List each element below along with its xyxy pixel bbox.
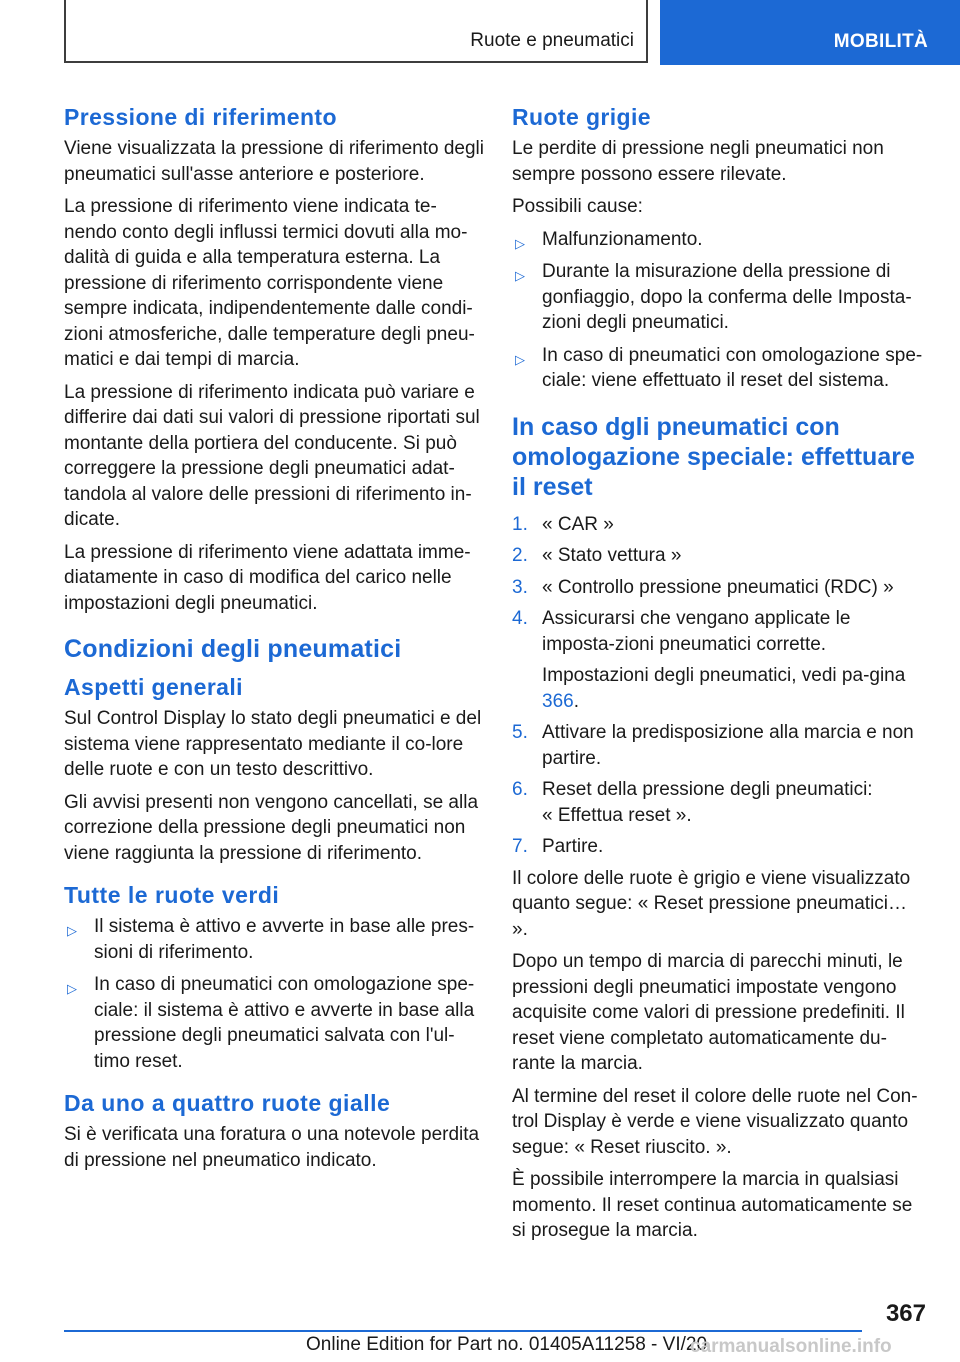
step-text: Partire. xyxy=(542,836,604,857)
step-number: 7. xyxy=(512,836,528,857)
paragraph: Sul Control Display lo stato degli pneumatici e del sistema viene rappresentato mediante il co-lore delle ruote e con un testo descrittivo. xyxy=(64,708,482,780)
step-item xyxy=(512,575,928,601)
paragraph: È possibile interrompere la marcia in qualsiasi momento. Il reset continua automaticamente se si prosegue la marcia. xyxy=(512,1169,913,1241)
header-chapter-tab xyxy=(660,0,960,65)
triangle-bullet-icon: ▷ xyxy=(515,351,525,367)
footer-rule xyxy=(64,1330,862,1332)
paragraph: La pressione di riferimento viene indicata te-nendo conto degli influssi termici dovuti alla mo-dalità di guida e alla temperatura esterna. La pressione di riferimento corrispondente viene sempre indicata, indipendentemente dalle condi-zioni atmosferiche, dalle temperature degli pneu-matici e dai tempi di marcia. xyxy=(64,196,475,370)
step-item xyxy=(512,543,928,569)
paragraph: Al termine del reset il colore delle ruote nel Con-trol Display è verde e viene visualizzato quanto segue: « Reset riuscito. ». xyxy=(512,1085,918,1158)
heading-effettuare-reset: In caso dgli pneumatici con omologazione speciale: effettuare il reset xyxy=(512,412,915,501)
paragraph: Possibili cause: xyxy=(512,196,643,217)
watermark: carmanualsonline.info xyxy=(690,1336,892,1357)
step-subtext xyxy=(542,663,928,714)
step-text: Assicurarsi che vengano applicate le imposta-zioni pneumatici corrette. xyxy=(542,608,851,655)
step-item xyxy=(512,777,928,828)
verdi-list xyxy=(64,914,484,1074)
list-item xyxy=(512,343,928,394)
list-item-text: In caso di pneumatici con omologazione spe-ciale: il sistema è attivo e avverte in base alla pressione degli pneumatici salvata con l'ul-timo reset. xyxy=(94,974,475,1072)
list-item-text: In caso di pneumatici con omologazione spe-ciale: viene effettuato il reset del sistema. xyxy=(542,344,923,391)
step-text: « Stato vettura » xyxy=(542,545,682,566)
list-item xyxy=(64,914,484,965)
heading-condizioni-pneumatici: Condizioni degli pneumatici xyxy=(64,635,402,663)
triangle-bullet-icon: ▷ xyxy=(67,923,77,938)
paragraph: La pressione di riferimento indicata può variare e differire dai dati sui valori di pressione riportati sul montante della portiera del conducente. Si può correggere la pressione degli pneumatici adat-tandola al valore delle pressioni di riferimento in-dicate. xyxy=(64,381,480,530)
step-text: Attivare la predisposizione alla marcia e non partire. xyxy=(542,722,914,769)
step-text: « Controllo pressione pneumatici (RDC) » xyxy=(542,576,894,598)
heading-pressione-riferimento: Pressione di riferimento xyxy=(64,104,337,130)
reset-steps xyxy=(512,512,928,860)
paragraph: Il colore delle ruote è grigio e viene visualizzato quanto segue: « Reset pressione pneumatici… ». xyxy=(512,867,911,940)
step-subtext: « Effettua reset ». xyxy=(542,804,692,826)
step-item xyxy=(512,606,928,714)
list-item xyxy=(64,972,484,1074)
cause-list xyxy=(512,227,928,394)
chapter-label: MOBILITÀ xyxy=(833,31,928,52)
step-text: « CAR » xyxy=(542,513,614,535)
right-column xyxy=(512,100,928,1251)
step-subtext-end: . xyxy=(573,690,579,712)
step-item xyxy=(512,720,928,771)
step-number: 4. xyxy=(512,608,528,629)
step-number: 5. xyxy=(512,722,528,743)
paragraph: Dopo un tempo di marcia di parecchi minuti, le pressioni degli pneumatici impostate vengono acquisite come valori di pressione predefiniti. Il reset viene completato automaticamente du-rante la marcia. xyxy=(512,951,905,1074)
step-text: Reset della pressione degli pneumatici: xyxy=(542,779,873,800)
list-item-text: Malfunzionamento. xyxy=(542,228,703,250)
paragraph: Le perdite di pressione negli pneumatici non sempre possono essere rilevate. xyxy=(512,138,884,185)
paragraph: Viene visualizzata la pressione di riferimento degli pneumatici sull'asse anteriore e posteriore. xyxy=(64,138,484,185)
list-item xyxy=(512,227,928,253)
step-item xyxy=(512,512,928,538)
step-number: 2. xyxy=(512,545,528,566)
step-number: 6. xyxy=(512,779,528,800)
heading-aspetti-generali: Aspetti generali xyxy=(64,674,243,700)
heading-ruote-grigie: Ruote grigie xyxy=(512,104,651,130)
edition-note: Online Edition for Part no. 01405A11258 - VI/20 xyxy=(306,1334,708,1355)
heading-ruote-gialle: Da uno a quattro ruote gialle xyxy=(64,1090,391,1116)
paragraph: La pressione di riferimento viene adattata imme-diatamente in caso di modifica del carico nelle impostazioni degli pneumatici. xyxy=(64,541,471,614)
paragraph: Si è verificata una foratura o una notevole perdita di pressione nel pneumatico indicato. xyxy=(64,1124,480,1171)
list-item-text: Durante la misurazione della pressione di gonfiaggio, dopo la conferma delle Imposta-zioni degli pneumatici. xyxy=(542,261,912,333)
triangle-bullet-icon: ▷ xyxy=(515,268,525,283)
triangle-bullet-icon: ▷ xyxy=(67,981,77,996)
step-subtext-text: Impostazioni degli pneumatici, vedi pa-gina xyxy=(542,665,906,686)
step-item xyxy=(512,834,928,860)
paragraph: Gli avvisi presenti non vengono cancellati, se alla correzione della pressione degli pneumatici non viene raggiunta la pressione di riferimento. xyxy=(64,791,479,864)
triangle-bullet-icon: ▷ xyxy=(515,235,525,251)
page-number: 367 xyxy=(885,1300,926,1327)
page-link[interactable]: 366 xyxy=(542,690,574,712)
heading-ruote-verdi: Tutte le ruote verdi xyxy=(64,882,280,908)
left-column xyxy=(64,100,484,1180)
step-number: 1. xyxy=(512,513,528,535)
header-section-box xyxy=(64,0,648,63)
section-title: Ruote e pneumatici xyxy=(470,30,634,51)
step-number: 3. xyxy=(512,576,528,598)
list-item-text: Il sistema è attivo e avverte in base alle pres-sioni di riferimento. xyxy=(94,916,475,963)
list-item xyxy=(512,259,928,336)
